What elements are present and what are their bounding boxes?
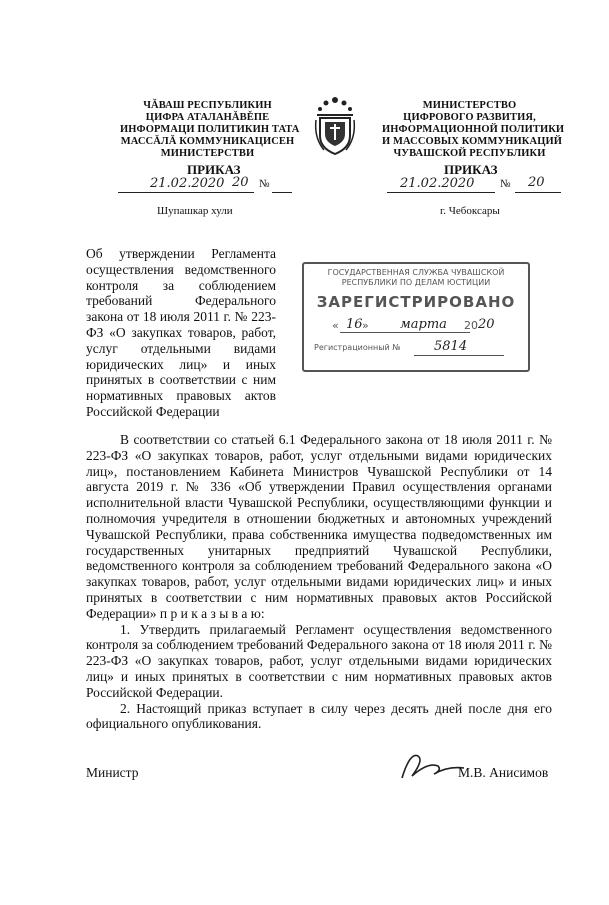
stamp-year-suffix: 20	[478, 317, 495, 332]
header-left-line: ИНФОРМАЦИ ПОЛИТИКИН ТАТА	[120, 124, 300, 135]
stamp-reg-number: 5814	[434, 339, 468, 354]
header-left	[120, 100, 300, 160]
header-left-line: МИНИСТЕРСТВИ	[160, 148, 255, 159]
preamble-paragraph: В соответствии со статьей 6.1 Федерального закона от 18 июля 2011 г. № 223-ФЗ «О закупках товаров, работ, услуг отдельными видами юридических лиц», постановлением Кабинета Министров Чувашской Республики от 14 августа 2019 г. № 336 «Об утверждении Правил осуществления органами исполнительной власти Чувашской Республики, осуществляющими функции и полномочия учредителя в отношении бюджетных и автономных учреждений Чувашской Республики, права собственника имущества подведомственных им государственных унитарных предприятий Чувашской Республики, ведомственного контроля за соблюдением требований Федерального закона «О закупках товаров, работ, услуг отдельными видами юридических лиц» и иных принятых в соответствии с ним нормативных правовых актов Российской Федерации» п р и к а з ы в а ю:	[86, 432, 552, 621]
header-right-doc-type: ПРИКАЗ	[444, 162, 498, 177]
header-right-line: И МАССОВЫХ КОММУНИКАЦИЙ	[382, 136, 562, 147]
header-right-number: 20	[528, 175, 545, 190]
document-body	[86, 432, 552, 732]
header-right-line: ИНФОРМАЦИОННОЙ ПОЛИТИКИ	[382, 124, 565, 135]
stamp-line-1: ГОСУДАРСТВЕННАЯ СЛУЖБА ЧУВАШСКОЙ	[327, 268, 505, 277]
stamp-year-prefix: 20	[464, 319, 478, 332]
coat-of-arms-emblem	[312, 94, 358, 158]
stamp-reg-label: Регистрационный №	[314, 343, 401, 352]
stamp-day: 16	[346, 317, 363, 332]
header-left-line: ЧĂВАШ РЕСПУБЛИКИН	[143, 100, 272, 111]
item-1-paragraph: 1. Утвердить прилагаемый Регламент осуществления ведомственного контроля за соблюдением требований Федерального закона от 18 июля 2011 г. № 223-ФЗ «О закупках товаров, работ, услуг отдельными видами юридических лиц» и иных принятых в соответствии с ним нормативных правовых актов Российской Федерации.	[86, 621, 552, 700]
header-left-number: 20	[232, 175, 249, 190]
signatory-position: Министр	[86, 765, 139, 780]
signatory-name: М.В. Анисимов	[458, 765, 549, 780]
header-left-place: Шупашкар хули	[157, 205, 233, 217]
header-right-number-sign: №	[500, 178, 511, 190]
header-right	[382, 100, 565, 160]
header-right-line: ЦИФРОВОГО РАЗВИТИЯ,	[403, 112, 536, 123]
header-right-line: МИНИСТЕРСТВО	[422, 100, 517, 111]
header-left-date: 21.02.2020	[150, 176, 225, 191]
header-left-number-sign: №	[259, 178, 270, 190]
header-right-date: 21.02.2020	[400, 176, 475, 191]
header-left-doc-type: ПРИКАЗ	[187, 162, 241, 177]
header-right-line: ЧУВАШСКОЙ РЕСПУБЛИКИ	[393, 148, 546, 159]
header-left-line: ЦИФРА АТАЛАНĂВĚПЕ	[145, 112, 270, 123]
header-right-place: г. Чебоксары	[440, 205, 500, 217]
stamp-registered: ЗАРЕГИСТРИРОВАНО	[316, 293, 516, 311]
document-title: Об утверждении Регламента осуществления ведомственного контроля за соблюдением требований Федерального закона от 18 июля 2011 г. № 223-ФЗ «О закупках товаров, работ, услуг отдельными видами юридических лиц» и иных принятых в соответствии с ним нормативных правовых актов Российской Федерации	[86, 246, 276, 419]
stamp-month: марта	[400, 317, 447, 332]
header-left-line: МАССĂЛĂ КОММУНИКАЦИСЕН	[120, 136, 295, 147]
stamp-line-2: РЕСПУБЛИКИ ПО ДЕЛАМ ЮСТИЦИИ	[341, 278, 491, 287]
registration-stamp: ГОСУДАРСТВЕННАЯ СЛУЖБА ЧУВАШСКОЙ РЕСПУБЛИКИ ПО ДЕЛАМ ЮСТИЦИИ ЗАРЕГИСТРИРОВАНО « 16 » марта 20 20 Регистрационный № 5814	[302, 262, 530, 372]
item-2-paragraph: 2. Настоящий приказ вступает в силу через десять дней после дня его официального опубликования.	[86, 700, 552, 732]
